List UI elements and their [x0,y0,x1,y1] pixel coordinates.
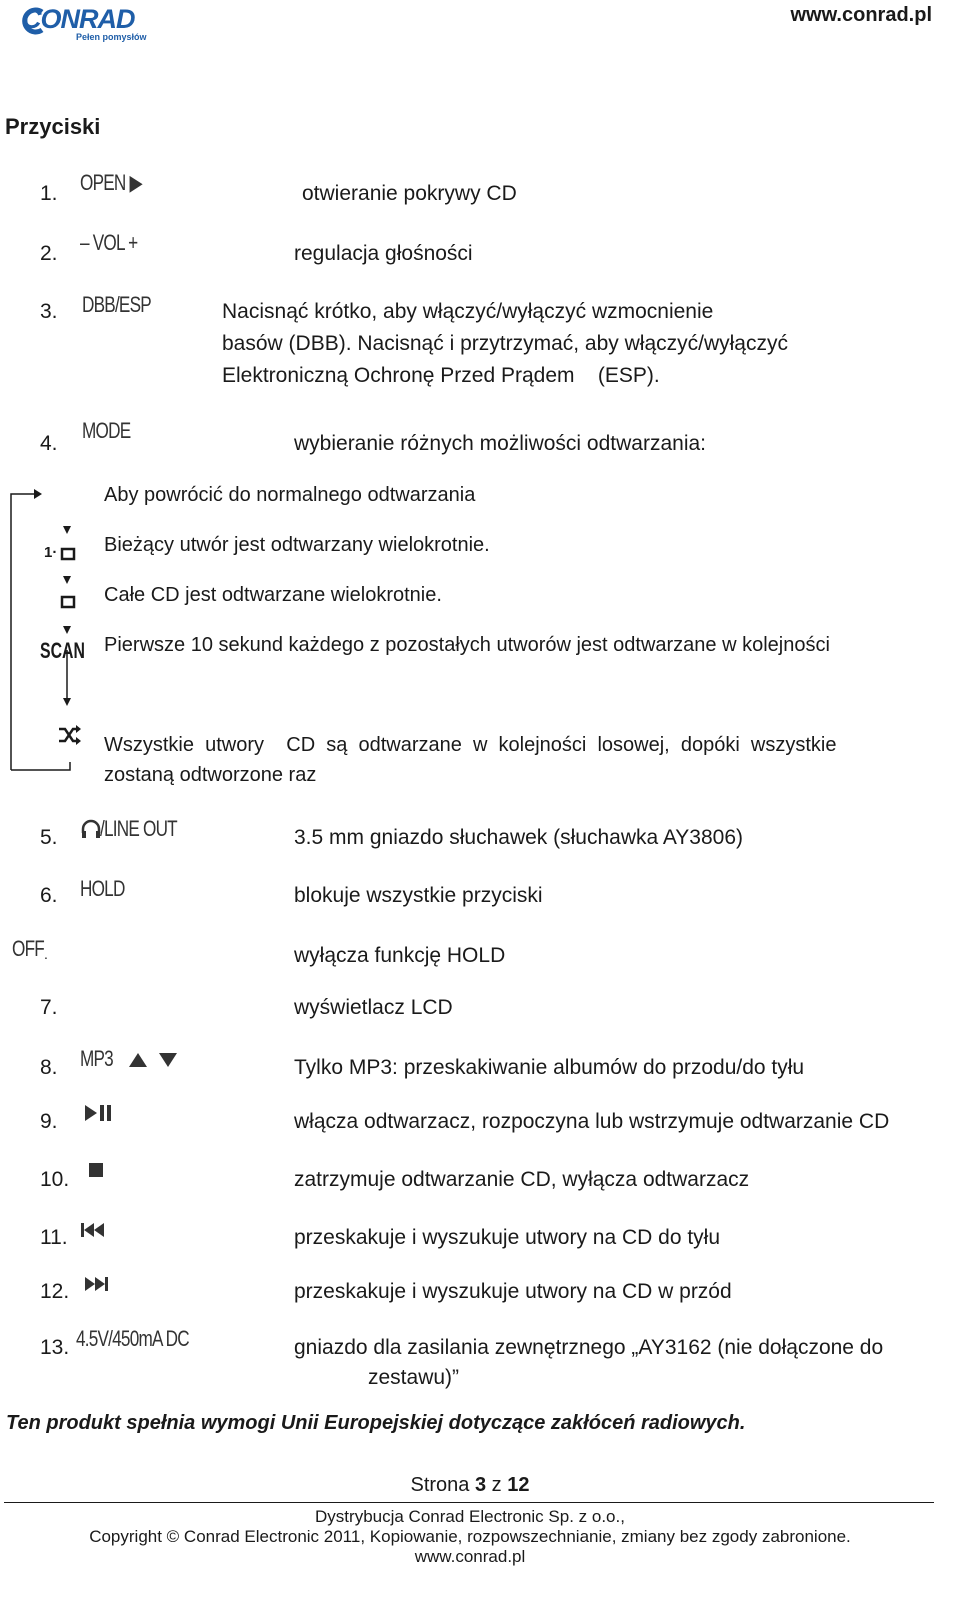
item-description: Tylko MP3: przeskakiwanie albumów do przodu/do tyłu [294,1056,805,1079]
item-description: wyświetlacz LCD [294,996,453,1019]
footer-copyright: Copyright © Conrad Electronic 2011, Kopiowanie, rozpowszechnianie, zmiany bez zgody zabronione. [89,1527,851,1546]
footer-url[interactable]: www.conrad.pl [414,1547,526,1566]
item-number: 2. [40,242,58,265]
item-number: 10. [40,1168,70,1191]
page-number [0,1474,940,1497]
dc-jack-label: 4.5V/450mA DC [76,1326,189,1351]
off-label: OFF [12,936,44,961]
item-description: przeskakuje i wyszukuje utwory na CD w przód [294,1280,732,1303]
headphones-icon [80,818,102,840]
triangle-down-icon [158,1052,178,1068]
item-description: włącza odtwarzacz, rozpoczyna lub wstrzymuje odtwarzanie CD [294,1110,890,1133]
mode-shuffle: Wszystkie utwory CD są odtwarzane w kolejności losowej, dopóki wszystkie [104,734,837,756]
page-total: 12 [507,1474,530,1496]
item-number: 8. [40,1056,58,1079]
item-description: Nacisnąć krótko, aby włączyć/wyłączyć wzmocnienie [222,300,714,323]
item-description: 3.5 mm gniazdo słuchawek (słuchawka AY3806) [294,826,744,849]
item-description: zestawu)” [368,1366,460,1389]
mode-button-label: MODE [82,418,131,443]
repeat-one-label: 1· [44,544,58,561]
eu-compliance-note: Ten produkt spełnia wymogi Unii Europejskiej dotyczące zakłóceń radiowych. [6,1412,746,1434]
logo-tagline: Pełen pomysłów [76,32,147,42]
header-url[interactable]: www.conrad.pl [790,4,932,26]
scan-label: SCAN [40,638,85,663]
mode-scan: Pierwsze 10 sekund każdego z pozostałych utworów jest odtwarzane w kolejności [104,634,830,656]
repeat-one-icon [58,544,78,564]
off-dot: . [44,946,48,962]
dbb-esp-button-label: DBB/ESP [82,292,151,317]
item-number: 7. [40,996,58,1019]
vol-button-label: – VOL + [80,230,138,255]
mode-repeat-all: Całe CD jest odtwarzane wielokrotnie. [104,584,442,606]
item-number: 3. [40,300,58,323]
item-description: regulacja głośności [294,242,473,265]
section-title: Przyciski [5,114,101,139]
item-number: 13. [40,1336,70,1359]
mode-repeat-one: Bieżący utwór jest odtwarzany wielokrotnie. [104,534,490,556]
skip-forward-icon [84,1276,112,1292]
item-description: gniazdo dla zasilania zewnętrznego „AY3162 (nie dołączone do [294,1336,884,1359]
hold-button-label: HOLD [80,876,125,901]
play-pause-icon [84,1104,118,1122]
footer-distributor: Dystrybucja Conrad Electronic Sp. z o.o., [315,1507,625,1526]
item-description: zatrzymuje odtwarzanie CD, wyłącza odtwarzacz [294,1168,750,1191]
mp3-button-label: MP3 [80,1046,113,1071]
mode-normal: Aby powrócić do normalnego odtwarzania [104,484,476,506]
item-description: otwieranie pokrywy CD [302,182,517,205]
item-number: 1. [40,182,58,205]
page-sep: z [486,1474,508,1496]
mode-shuffle-cont: zostaną odtworzone raz [104,764,317,786]
item-description: wyłącza funkcję HOLD [294,944,506,967]
page-current: 3 [474,1474,487,1496]
skip-back-icon [80,1222,108,1238]
item-number: 5. [40,826,58,849]
item-description: basów (DBB). Nacisnąć i przytrzymać, aby włączyć/wyłączyć [222,332,788,355]
item-description: wybieranie różnych możliwości odtwarzania: [294,432,707,455]
stop-icon [88,1162,108,1180]
repeat-all-icon [58,592,78,612]
line-out-label: /LINE OUT [100,816,177,841]
item-description: Elektroniczną Ochronę Przed Prądem (ESP). [222,364,660,387]
triangle-up-icon [128,1052,148,1068]
item-description: blokuje wszystkie przyciski [294,884,543,907]
item-number: 4. [40,432,58,455]
shuffle-icon [57,724,81,746]
item-number: 6. [40,884,58,907]
item-description: przeskakuje i wyszukuje utwory na CD do tyłu [294,1226,721,1249]
page-prefix: Strona [410,1474,475,1496]
logo-swoosh-icon [18,6,48,36]
item-number: 11. [40,1226,68,1249]
footer-divider [4,1502,934,1503]
item-number: 9. [40,1110,58,1133]
open-button-label: OPEN ▶ [80,170,142,195]
logo-text: CONRAD [22,4,135,34]
item-number: 12. [40,1280,70,1303]
